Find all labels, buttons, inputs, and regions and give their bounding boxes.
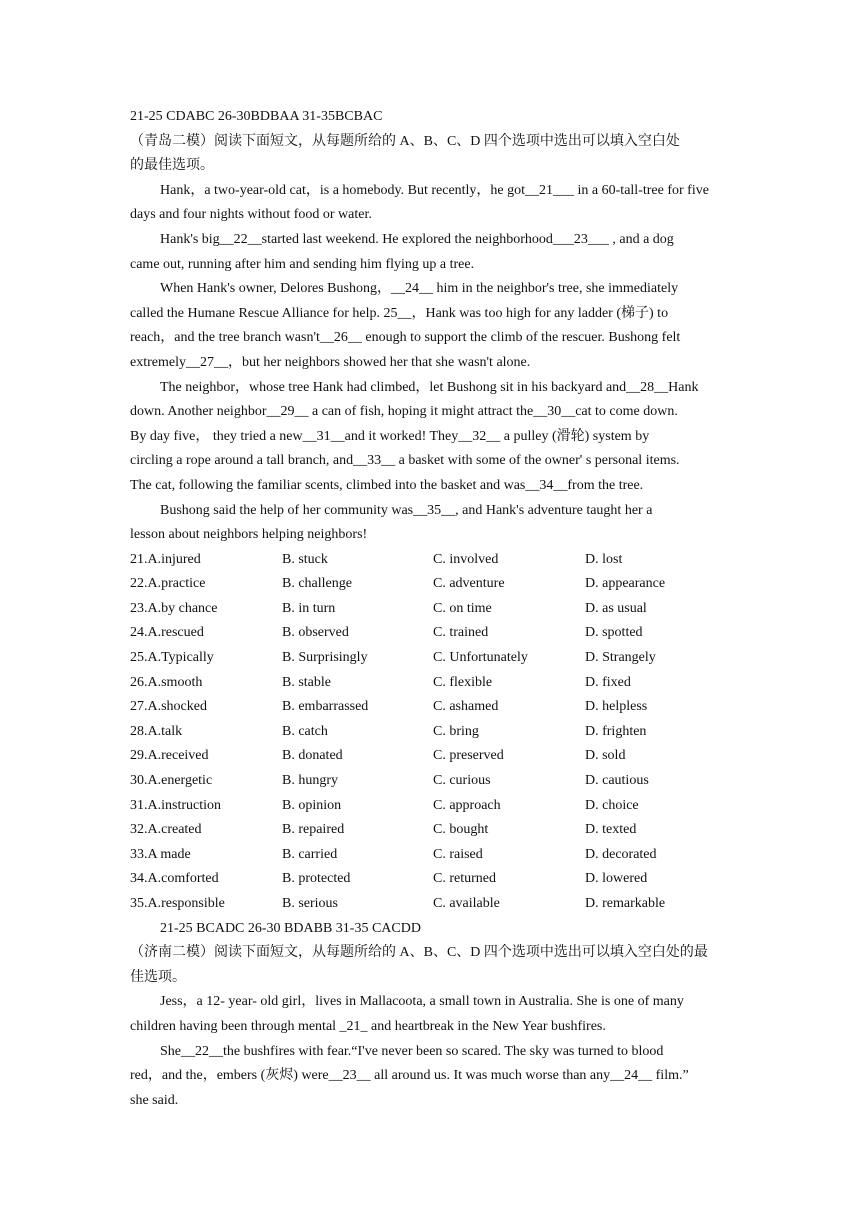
passage-line: children having been through mental _21_ and heartbreak in the New Year bushfires. (130, 1018, 606, 1034)
option-d: D. appearance (585, 576, 666, 592)
option-b: B. stuck (282, 551, 328, 567)
option-row (130, 843, 732, 868)
option-d: D. lost (585, 551, 623, 567)
passage-line: circling a rope around a tall branch, and__33__ a basket with some of the owner' s personal items. (130, 453, 680, 469)
option-d: D. fixed (585, 674, 631, 690)
passage-line: came out, running after him and sending him flying up a tree. (130, 256, 475, 272)
option-row (130, 572, 732, 597)
option-b: B. in turn (282, 600, 336, 616)
option-a: 30.A.energetic (130, 773, 213, 789)
passage-line: The neighbor，whose tree Hank had climbed，let Bushong sit in his backyard and__28__Hank (160, 379, 699, 395)
option-b: B. observed (282, 625, 349, 641)
option-a: 29.A.received (130, 748, 209, 764)
option-c: C. curious (433, 773, 491, 789)
option-row (130, 867, 732, 892)
option-c: C. trained (433, 625, 489, 641)
option-d: D. helpless (585, 699, 648, 715)
option-d: D. cautious (585, 773, 649, 789)
option-a: 24.A.rescued (130, 625, 204, 641)
option-b: B. carried (282, 846, 338, 862)
passage-line: days and four nights without food or water. (130, 207, 372, 223)
option-d: D. spotted (585, 625, 643, 641)
option-b: B. stable (282, 674, 331, 690)
option-c: C. adventure (433, 576, 505, 592)
option-d: D. sold (585, 748, 626, 764)
option-a: 33.A made (130, 846, 191, 862)
passage-line: extremely__27__，but her neighbors showed her that she wasn't alone. (130, 354, 531, 370)
option-c: C. ashamed (433, 699, 499, 715)
option-c: C. returned (433, 871, 496, 887)
option-a: 31.A.instruction (130, 797, 221, 813)
option-c: C. flexible (433, 674, 493, 690)
option-c: C. bought (433, 822, 489, 838)
passage-line: When Hank's owner, Delores Bushong，__24__ him in the neighbor's tree, she immediately (160, 281, 679, 297)
option-row (130, 597, 732, 622)
option-d: D. decorated (585, 846, 657, 862)
option-c: C. on time (433, 600, 492, 616)
option-d: D. lowered (585, 871, 648, 887)
option-b: B. serious (282, 896, 338, 911)
option-a: 23.A.by chance (130, 600, 218, 616)
option-row (130, 769, 732, 794)
answer-key: 21-25 BCADC 26-30 BDABB 31-35 CACDD (160, 920, 421, 936)
option-row (130, 548, 732, 573)
option-b: B. protected (282, 871, 351, 887)
option-a: 27.A.shocked (130, 699, 207, 715)
option-d: D. Strangely (585, 650, 656, 666)
passage-line: down. Another neighbor__29__ a can of fish, hoping it might attract the__30__cat to come down. (130, 404, 678, 420)
instructions-line: 的最佳选项。 (130, 158, 214, 174)
passage-line: lesson about neighbors helping neighbors! (130, 527, 368, 543)
option-c: C. available (433, 896, 500, 911)
answer-key: 21-25 CDABC 26-30BDBAA 31-35BCBAC (130, 109, 383, 124)
passage-line: Bushong said the help of her community was__35__, and Hank's adventure taught her a (160, 502, 653, 518)
option-a: 35.A.responsible (130, 896, 225, 911)
option-row (130, 794, 732, 819)
option-d: D. remarkable (585, 896, 666, 911)
instructions-line: （济南二模）阅读下面短文，从每题所给的 A、B、C、D 四个选项中选出可以填入空白处的最 (130, 945, 708, 961)
option-a: 25.A.Typically (130, 650, 214, 666)
option-c: C. Unfortunately (433, 650, 528, 666)
option-a: 26.A.smooth (130, 674, 203, 690)
instructions-line: （青岛二模）阅读下面短文，从每题所给的 A、B、C、D 四个选项中选出可以填入空白处 (130, 133, 680, 149)
passage-line: Hank，a two-year-old cat，is a homebody. But recently，he got__21___ in a 60-tall-tree for five (160, 182, 709, 198)
passage-line: Jess，a 12- year- old girl，lives in Mallacoota, a small town in Australia. She is one of many (160, 994, 684, 1010)
option-a: 21.A.injured (130, 551, 201, 567)
option-a: 28.A.talk (130, 723, 183, 739)
passage-line: reach，and the tree branch wasn't__26__ enough to support the climb of the rescuer. Bushong felt (130, 330, 681, 346)
option-b: B. challenge (282, 576, 352, 592)
option-row (130, 720, 732, 745)
option-a: 22.A.practice (130, 576, 206, 592)
options-table (130, 548, 732, 917)
document-page (130, 105, 732, 1113)
option-c: C. preserved (433, 748, 504, 764)
option-c: C. approach (433, 797, 501, 813)
option-row (130, 892, 732, 917)
option-row (130, 695, 732, 720)
option-row (130, 744, 732, 769)
option-b: B. donated (282, 748, 343, 764)
option-row (130, 671, 732, 696)
option-row (130, 646, 732, 671)
option-row (130, 621, 732, 646)
option-c: C. bring (433, 723, 479, 739)
instructions-line: 佳选项。 (130, 969, 186, 985)
option-row (130, 818, 732, 843)
option-a: 32.A.created (130, 822, 202, 838)
option-b: B. embarrassed (282, 699, 369, 715)
option-b: B. opinion (282, 797, 342, 813)
option-b: B. repaired (282, 822, 345, 838)
option-d: D. choice (585, 797, 639, 813)
option-b: B. catch (282, 723, 328, 739)
option-b: B. hungry (282, 773, 338, 789)
option-d: D. as usual (585, 600, 647, 616)
option-d: D. texted (585, 822, 637, 838)
option-c: C. raised (433, 846, 483, 862)
option-d: D. frighten (585, 723, 647, 739)
passage-line: red，and the，embers (灰烬) were__23__ all around us. It was much worse than any__24__ film.” (130, 1068, 689, 1084)
passage-line: she said. (130, 1092, 179, 1108)
passage-line: called the Humane Rescue Alliance for help. 25__，Hank was too high for any ladder (梯子) to (130, 305, 669, 321)
passage-line: She__22__the bushfires with fear.“I've never been so scared. The sky was turned to blood (160, 1043, 664, 1059)
option-b: B. Surprisingly (282, 650, 368, 666)
passage-line: Hank's big__22__started last weekend. He explored the neighborhood___23___ , and a dog (160, 231, 674, 247)
passage-line: By day five， they tried a new__31__and it worked! They__32__ a pulley (滑轮) system by (130, 428, 650, 444)
option-c: C. involved (433, 551, 499, 567)
passage-line: The cat, following the familiar scents, climbed into the basket and was__34__from the tree. (130, 477, 644, 493)
option-a: 34.A.comforted (130, 871, 219, 887)
